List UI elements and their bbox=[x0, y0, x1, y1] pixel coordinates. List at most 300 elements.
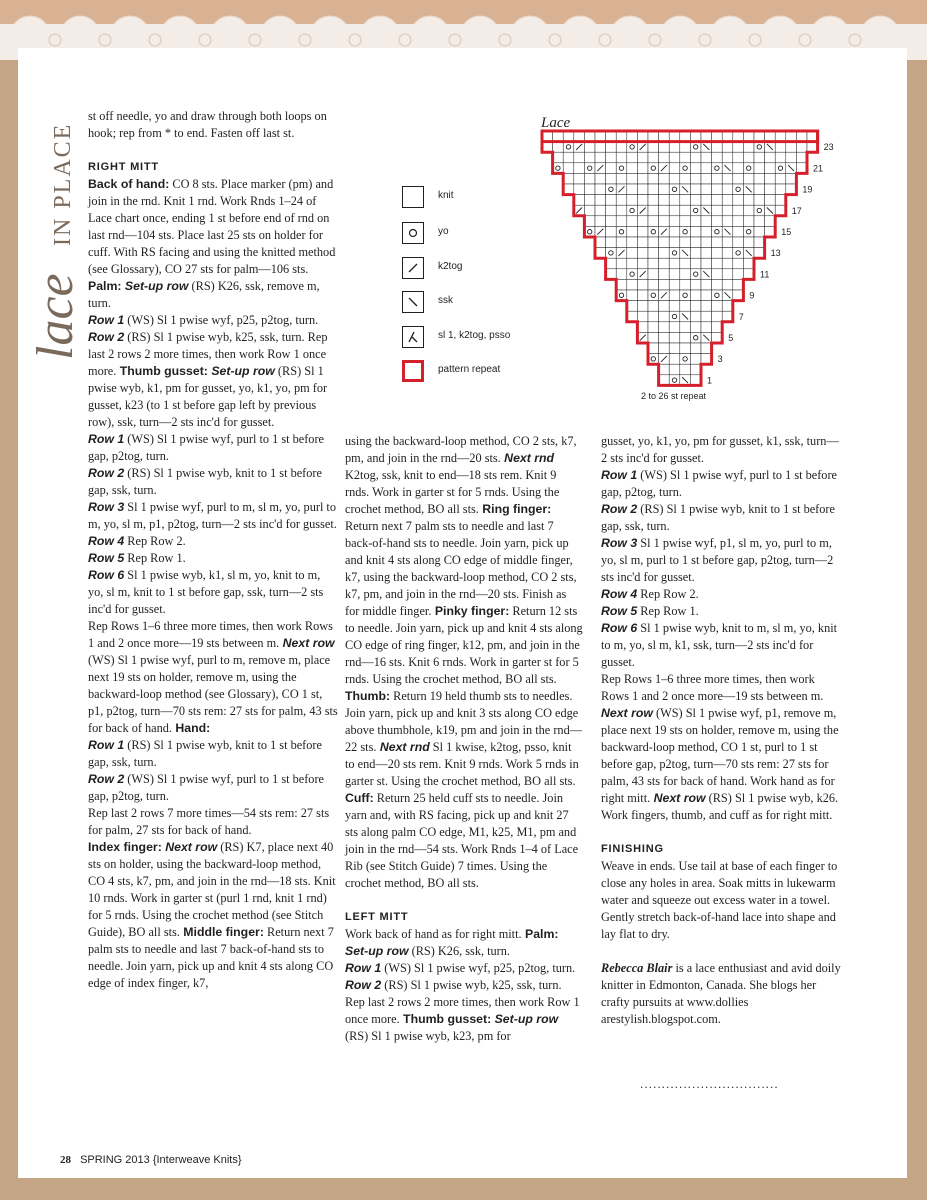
chart-cell bbox=[701, 173, 712, 184]
chart-cell bbox=[690, 375, 701, 386]
page-footer bbox=[60, 1154, 242, 1166]
legend-label: pattern repeat bbox=[438, 364, 501, 375]
text-column-1 bbox=[88, 108, 338, 992]
chart-cell bbox=[775, 152, 786, 163]
chart-cell bbox=[680, 301, 691, 312]
label: Next row bbox=[279, 636, 335, 650]
chart-cell bbox=[680, 290, 691, 301]
chart-cell bbox=[669, 237, 680, 248]
chart-cell bbox=[648, 322, 659, 333]
paragraph bbox=[88, 329, 338, 431]
chart-cell bbox=[627, 152, 638, 163]
chart-cell bbox=[659, 332, 670, 343]
chart-cell bbox=[701, 258, 712, 269]
text: (RS) K7, place next 40 sts on holder, using the backward-loop method, CO 4 sts, k7, pm, and join in the rnd—18 sts. Knit 10 rnds. Work in garter st (purl 1 rnd, knit 1 rnd) for 5 rnds. Using the crochet method (see Stitch Guide), BO all sts. bbox=[88, 840, 336, 939]
chart-cell bbox=[553, 152, 564, 163]
chart-cell bbox=[627, 195, 638, 206]
chart-cell bbox=[627, 131, 638, 142]
text: CO 8 sts. Place marker (pm) and join in the rnd. Knit 1 rnd. Work Rnds 1–24 of Lace chart once, ending 1 st before end of rnd on last rnd—104 sts. Place last 25 sts on holder for cuff. With RS facing and using the knitted method (see Glossary), CO 27 sts for palm—106 sts. bbox=[88, 177, 336, 276]
chart-cell bbox=[680, 322, 691, 333]
text: Return next 7 palm sts to needle and last 7 back-of-hand sts to needle. Join yarn, pick up and knit 4 sts along CO edge of middle finger, k7, using the backward-loop method, CO 2 sts, k7, pm, and join in the rnd—20 sts. Finish as for middle finger. bbox=[345, 519, 577, 618]
text: Return 19 held thumb sts to needles. Join yarn, pick up and knit 3 sts along CO edge above thumbhole, k19, pm and join in the rnd—22 sts. bbox=[345, 689, 583, 754]
legend-item-ssk bbox=[402, 291, 542, 313]
chart-cell bbox=[669, 131, 680, 142]
chart-cell bbox=[690, 173, 701, 184]
chart-cell bbox=[680, 216, 691, 227]
chart-cell bbox=[595, 131, 606, 142]
text: Sl 1 kwise, k2tog, psso, knit to end—20 sts rem. Knit 9 rnds. Work 5 rnds in garter st. Using the crochet method, BO all sts. bbox=[345, 740, 579, 788]
paragraph bbox=[88, 465, 338, 499]
chart-cell bbox=[765, 152, 776, 163]
chart-cell bbox=[733, 290, 744, 301]
chart-cell bbox=[574, 152, 585, 163]
chart-cell bbox=[765, 131, 776, 142]
text: (WS) Sl 1 pwise wyf, purl to 1 st before gap, p2tog, turn. bbox=[88, 772, 325, 803]
label: Back of hand: bbox=[88, 177, 170, 191]
chart-cell bbox=[775, 131, 786, 142]
chart-cell bbox=[712, 216, 723, 227]
chart-cell bbox=[606, 131, 617, 142]
chart-cell bbox=[669, 322, 680, 333]
chart-cell bbox=[637, 248, 648, 259]
page-number: 28 bbox=[60, 1154, 71, 1166]
paragraph bbox=[601, 467, 841, 501]
chart-cell bbox=[627, 142, 638, 153]
chart-cell bbox=[584, 152, 595, 163]
paragraph bbox=[88, 771, 338, 805]
chart-cell bbox=[616, 152, 627, 163]
chart-cell bbox=[648, 343, 659, 354]
chart-cell bbox=[754, 173, 765, 184]
chart-cell bbox=[648, 301, 659, 312]
legend-item-k2tog bbox=[402, 257, 542, 279]
chart-cell bbox=[584, 205, 595, 216]
chart-cell bbox=[669, 216, 680, 227]
chart-cell bbox=[563, 163, 574, 174]
chart-cell bbox=[712, 195, 723, 206]
chart-cell bbox=[712, 258, 723, 269]
row-number-label: 15 bbox=[781, 227, 792, 237]
chart-cell bbox=[648, 248, 659, 259]
legend-item-pattern-repeat bbox=[402, 360, 542, 382]
chart-cell bbox=[701, 152, 712, 163]
chart-cell bbox=[733, 216, 744, 227]
chart-cell bbox=[712, 332, 723, 343]
chart-cell bbox=[637, 184, 648, 195]
chart-cell bbox=[690, 354, 701, 365]
row-number-label: 13 bbox=[770, 248, 781, 259]
chart-cell bbox=[616, 237, 627, 248]
chart-cell bbox=[574, 195, 585, 206]
chart-cell bbox=[680, 163, 691, 174]
chart-cell bbox=[637, 322, 648, 333]
chart-cell bbox=[595, 184, 606, 195]
text: (RS) K26, ssk, turn. bbox=[408, 944, 511, 958]
chart-cell bbox=[574, 163, 585, 174]
chart-cell bbox=[733, 248, 744, 259]
chart-cell bbox=[690, 279, 701, 290]
chart-cell bbox=[712, 142, 723, 153]
row-number-label: 21 bbox=[813, 163, 824, 174]
chart-cell bbox=[680, 152, 691, 163]
chart-cell bbox=[765, 173, 776, 184]
chart-cell bbox=[669, 375, 680, 386]
label: Set-up row bbox=[124, 279, 189, 293]
text: (WS) Sl 1 pwise wyf, p1, remove m, place next 19 sts on holder, remove m, using the backward-loop method, CO 1 st, purl to 1 st before gap, p2tog, turn—70 sts rem: 27 sts for palm, 43 sts for back of hand. Work hand as for right mitt. bbox=[601, 706, 839, 805]
label: Set-up row bbox=[494, 1012, 559, 1026]
chart-cell bbox=[743, 163, 754, 174]
chart-cell bbox=[574, 173, 585, 184]
chart-cell bbox=[616, 131, 627, 142]
chart-cell bbox=[701, 237, 712, 248]
chart-cell bbox=[680, 354, 691, 365]
chart-cell bbox=[786, 152, 797, 163]
chart-cell bbox=[754, 131, 765, 142]
chart-cell bbox=[680, 258, 691, 269]
chart-cell bbox=[722, 258, 733, 269]
label: Palm: bbox=[521, 927, 559, 941]
chart-cell bbox=[595, 248, 606, 259]
chart-cell bbox=[606, 184, 617, 195]
chart-cell bbox=[701, 131, 712, 142]
text: Return 12 sts to needle. Join yarn, pick up and knit 4 sts along CO edge of ring finger, k12, pm, and join in the rnd—16 sts. Knit 6 rnds. Work in garter st for 5 rnds. Using the crochet method, BO all sts. bbox=[345, 604, 583, 686]
chart-cell bbox=[627, 290, 638, 301]
label: Row 3 bbox=[601, 536, 638, 550]
row-number-label: 3 bbox=[717, 354, 723, 365]
chart-cell bbox=[627, 184, 638, 195]
chart-cell bbox=[712, 226, 723, 237]
text: using the backward-loop method, CO 2 sts, k7, pm, and join in the rnd—20 sts. bbox=[345, 434, 577, 465]
chart-cell bbox=[574, 131, 585, 142]
chart-cell bbox=[659, 152, 670, 163]
label: Cuff: bbox=[345, 791, 374, 805]
paragraph bbox=[601, 535, 841, 586]
chart-cell bbox=[648, 279, 659, 290]
chart-cell bbox=[648, 290, 659, 301]
label: Index finger: bbox=[88, 840, 166, 854]
label: Row 4 bbox=[88, 534, 125, 548]
paragraph bbox=[345, 926, 583, 960]
chart-cell bbox=[701, 248, 712, 259]
chart-cell bbox=[669, 163, 680, 174]
chart-cell bbox=[690, 332, 701, 343]
chart-cell bbox=[669, 152, 680, 163]
chart-cell bbox=[743, 237, 754, 248]
chart-cell bbox=[659, 195, 670, 206]
chart-cell bbox=[743, 258, 754, 269]
text: Rep Rows 1–6 three more times, then work Rows 1 and 2 once more—19 sts between m. bbox=[601, 672, 824, 703]
chart-title: Lace bbox=[541, 115, 571, 131]
chart-cell bbox=[733, 142, 744, 153]
row-number-label: 19 bbox=[802, 184, 813, 195]
chart-cell bbox=[754, 184, 765, 195]
chart-cell bbox=[690, 163, 701, 174]
k2tog-symbol-icon bbox=[402, 257, 424, 279]
chart-cell bbox=[733, 269, 744, 280]
chart-cell bbox=[712, 248, 723, 259]
chart-cell bbox=[616, 216, 627, 227]
chart-cell bbox=[733, 131, 744, 142]
chart-cell bbox=[627, 173, 638, 184]
chart-cell bbox=[690, 311, 701, 322]
paragraph bbox=[345, 977, 583, 1045]
chart-cell bbox=[659, 322, 670, 333]
chart-cell bbox=[648, 216, 659, 227]
chart-cell bbox=[669, 311, 680, 322]
chart-cell bbox=[627, 301, 638, 312]
chart-cell bbox=[648, 152, 659, 163]
chart-cell bbox=[616, 173, 627, 184]
chart-cell bbox=[659, 269, 670, 280]
chart-cell bbox=[627, 216, 638, 227]
chart-cell bbox=[669, 142, 680, 153]
chart-cell bbox=[595, 205, 606, 216]
chart-cell bbox=[690, 205, 701, 216]
chart-cell bbox=[627, 269, 638, 280]
chart-cell bbox=[659, 248, 670, 259]
section-heading-right-mitt: RIGHT MITT bbox=[88, 161, 159, 173]
chart-cell bbox=[701, 343, 712, 354]
chart-cell bbox=[733, 163, 744, 174]
author-bio bbox=[601, 960, 841, 1028]
text: Rep Row 1. bbox=[124, 551, 186, 565]
chart-cell bbox=[627, 279, 638, 290]
text: (WS) Sl 1 pwise wyf, p25, p2tog, turn. bbox=[124, 313, 319, 327]
chart-cell bbox=[722, 269, 733, 280]
chart-cell bbox=[659, 131, 670, 142]
chart-cell bbox=[659, 301, 670, 312]
text: (RS) Sl 1 pwise wyb, knit to 1 st before gap, ssk, turn. bbox=[88, 466, 322, 497]
chart-cell bbox=[627, 163, 638, 174]
title-script: lace bbox=[27, 273, 84, 360]
chart-cell bbox=[722, 205, 733, 216]
label: Row 6 bbox=[88, 568, 125, 582]
text: (WS) Sl 1 pwise wyf, purl to 1 st before gap, p2tog, turn. bbox=[88, 432, 325, 463]
text: Rep Row 2. bbox=[124, 534, 186, 548]
chart-cell bbox=[712, 163, 723, 174]
chart-cell bbox=[648, 354, 659, 365]
chart-cell bbox=[807, 131, 818, 142]
label: Thumb: bbox=[345, 689, 391, 703]
chart-cell bbox=[690, 184, 701, 195]
chart-cell bbox=[743, 205, 754, 216]
chart-cell bbox=[584, 226, 595, 237]
chart-cell bbox=[553, 142, 564, 153]
chart-cell bbox=[701, 290, 712, 301]
lace-chart bbox=[530, 128, 840, 390]
label: Next rnd bbox=[376, 740, 430, 754]
label: Row 6 bbox=[601, 621, 638, 635]
chart-cell bbox=[754, 226, 765, 237]
chart-cell bbox=[733, 279, 744, 290]
chart-cell bbox=[595, 237, 606, 248]
text: Rep Rows 1–6 three more times, then work Rows 1 and 2 once more—19 sts between m. bbox=[88, 619, 333, 650]
chart-cell bbox=[712, 131, 723, 142]
chart-cell bbox=[722, 311, 733, 322]
label: Row 1 bbox=[88, 313, 125, 327]
chart-cell bbox=[786, 131, 797, 142]
paragraph: Rep last 2 rows 7 more times—54 sts rem: 27 sts for palm, 27 sts for back of hand. bbox=[88, 806, 330, 837]
chart-cell bbox=[648, 184, 659, 195]
text: is a lace enthusiast and avid doily knitter in Edmonton, Canada. She blogs her crafty pursuits at www.dollies arestylish.blogspot.com. bbox=[601, 961, 841, 1026]
chart-cell bbox=[690, 290, 701, 301]
chart-cell bbox=[712, 279, 723, 290]
row-number-label: 1 bbox=[707, 375, 713, 386]
publication-name: {Interweave Knits} bbox=[152, 1154, 242, 1166]
chart-cell bbox=[690, 248, 701, 259]
text: Sl 1 pwise wyf, p1, sl m, yo, purl to m, yo, sl m, purl to 1 st before gap, p2tog, turn—2 sts inc'd for gusset. bbox=[601, 536, 834, 584]
paragraph bbox=[88, 176, 338, 278]
paragraph bbox=[88, 312, 338, 329]
chart-cell bbox=[595, 195, 606, 206]
chart-cell bbox=[553, 131, 564, 142]
paragraph: st off needle, yo and draw through both loops on hook; rep from * to end. Fasten off last st. bbox=[88, 109, 327, 140]
paragraph bbox=[88, 431, 338, 465]
chart-cell bbox=[690, 301, 701, 312]
row-number-label: 17 bbox=[791, 205, 802, 216]
chart-cell bbox=[754, 163, 765, 174]
chart-cell bbox=[680, 173, 691, 184]
chart-cell bbox=[754, 205, 765, 216]
ssk-symbol-icon bbox=[402, 291, 424, 313]
row-number-label: 5 bbox=[728, 333, 734, 343]
chart-cell bbox=[754, 248, 765, 259]
text: Return next 7 palm sts to needle and last 7 back-of-hand sts to needle. Join yarn, pick up and knit 4 sts along CO edge of index finger, k7, bbox=[88, 925, 334, 990]
chart-cell bbox=[796, 152, 807, 163]
chart-cell bbox=[669, 226, 680, 237]
chart-cell bbox=[637, 290, 648, 301]
chart-cell bbox=[754, 216, 765, 227]
text: Return 25 held cuff sts to needle. Join yarn and, with RS facing, pick up and knit 27 sts along palm CO edge, M1, k25, M1, pm and join in the rnd—54 sts. Work Rnds 1–4 of Lace Rib (see Stitch Guide) 7 times. Using the crochet method, BO all sts. bbox=[345, 791, 579, 890]
chart-cell bbox=[712, 301, 723, 312]
chart-cell bbox=[606, 195, 617, 206]
chart-cell bbox=[616, 195, 627, 206]
chart-cell bbox=[690, 142, 701, 153]
chart-cell bbox=[669, 205, 680, 216]
chart-cell bbox=[637, 258, 648, 269]
chart-cell bbox=[648, 311, 659, 322]
chart-cell bbox=[722, 152, 733, 163]
chart-cell bbox=[690, 364, 701, 375]
label: Row 3 bbox=[88, 500, 125, 514]
chart-cell bbox=[701, 354, 712, 365]
text-column-2 bbox=[345, 433, 583, 1045]
chart-cell bbox=[606, 163, 617, 174]
legend-item-knit bbox=[402, 186, 542, 208]
chart-cell bbox=[616, 142, 627, 153]
chart-cell bbox=[690, 343, 701, 354]
chart-cell bbox=[637, 173, 648, 184]
author-name: Rebecca Blair bbox=[601, 961, 673, 975]
chart-cell bbox=[637, 195, 648, 206]
chart-cell bbox=[680, 364, 691, 375]
chart-caption: 2 to 26 st repeat bbox=[641, 391, 707, 401]
chart-cell bbox=[616, 258, 627, 269]
chart-cell bbox=[606, 248, 617, 259]
chart-cell bbox=[659, 173, 670, 184]
chart-cell bbox=[733, 184, 744, 195]
section-heading-left-mitt: LEFT MITT bbox=[345, 911, 409, 923]
chart-cell bbox=[722, 248, 733, 259]
chart-cell bbox=[648, 195, 659, 206]
chart-cell bbox=[754, 237, 765, 248]
label: Set-up row bbox=[211, 364, 275, 378]
text: (WS) Sl 1 pwise wyf, purl to m, remove m, place next 19 sts on holder, remove m, using the backward-loop method (see Glossary), CO 1 st, p1, p2tog, turn—70 sts rem: 27 sts for palm, 43 sts for back of hand. bbox=[88, 653, 338, 735]
chart-cell bbox=[733, 152, 744, 163]
chart-cell bbox=[680, 269, 691, 280]
chart-cell bbox=[765, 226, 776, 237]
chart-cell bbox=[712, 173, 723, 184]
chart-cell bbox=[584, 184, 595, 195]
chart-cell bbox=[659, 142, 670, 153]
chart-cell bbox=[690, 269, 701, 280]
chart-cell bbox=[659, 205, 670, 216]
chart-cell bbox=[733, 173, 744, 184]
chart-cell bbox=[701, 195, 712, 206]
label: Next rnd bbox=[500, 451, 555, 465]
row-number-label: 7 bbox=[738, 311, 744, 322]
chart-cell bbox=[775, 142, 786, 153]
chart-cell bbox=[722, 301, 733, 312]
vertical-section-title bbox=[26, 90, 86, 360]
chart-cell bbox=[712, 322, 723, 333]
chart-cell bbox=[690, 258, 701, 269]
chart-cell bbox=[637, 237, 648, 248]
chart-cell bbox=[722, 131, 733, 142]
label: Pinky finger: bbox=[431, 604, 510, 618]
chart-cell bbox=[637, 131, 648, 142]
chart-cell bbox=[616, 290, 627, 301]
chart-cell bbox=[606, 142, 617, 153]
paragraph bbox=[88, 839, 338, 992]
chart-cell bbox=[775, 163, 786, 174]
label: Row 2 bbox=[345, 978, 382, 992]
text: Rep Row 2. bbox=[637, 587, 699, 601]
chart-cell bbox=[584, 163, 595, 174]
chart-cell bbox=[584, 216, 595, 227]
paragraph bbox=[601, 603, 841, 620]
title-caps: IN PLACE bbox=[50, 122, 76, 246]
chart-cell bbox=[648, 173, 659, 184]
label: Row 4 bbox=[601, 587, 638, 601]
text: Rep Row 1. bbox=[637, 604, 699, 618]
double-decrease-symbol-icon bbox=[402, 326, 424, 348]
legend-item-sl1-k2tog-psso bbox=[402, 326, 542, 348]
legend-label: ssk bbox=[438, 295, 453, 306]
chart-cell bbox=[616, 205, 627, 216]
chart-cell bbox=[627, 237, 638, 248]
chart-cell bbox=[669, 343, 680, 354]
chart-cell bbox=[712, 184, 723, 195]
legend-item-yo bbox=[402, 222, 542, 244]
text: (RS) Sl 1 pwise wyb, k25, ssk, turn. Rep last 2 rows 2 more times, then work Row 1 once more. bbox=[88, 330, 328, 378]
chart-cell bbox=[775, 195, 786, 206]
chart-cell bbox=[722, 279, 733, 290]
chart-cell bbox=[669, 248, 680, 259]
chart-cell bbox=[637, 279, 648, 290]
label: Next row bbox=[650, 791, 706, 805]
label: Row 1 bbox=[601, 468, 638, 482]
paragraph bbox=[345, 960, 583, 977]
label: Row 1 bbox=[88, 432, 125, 446]
chart-cell bbox=[659, 311, 670, 322]
chart-cell bbox=[701, 301, 712, 312]
chart-cell bbox=[733, 226, 744, 237]
chart-cell bbox=[659, 237, 670, 248]
chart-cell bbox=[606, 152, 617, 163]
row-number-label: 9 bbox=[749, 290, 755, 301]
chart-cell bbox=[648, 269, 659, 280]
